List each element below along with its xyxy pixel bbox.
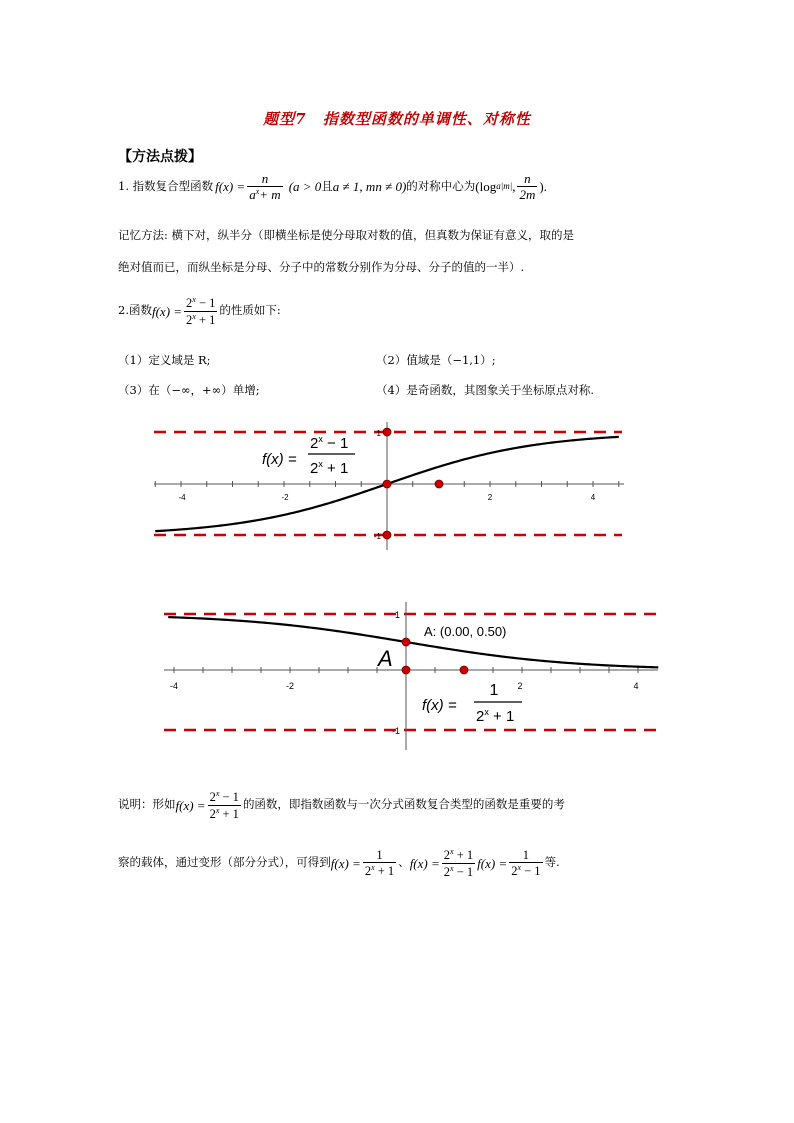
graph1-point-top [383,428,391,436]
p2-den-exp: x [192,311,196,321]
p1-fraction [247,172,282,202]
graph1-formula-lhs: f(x) = [262,451,297,468]
note2-f3-den-exp: x [517,863,521,872]
graph2-y-label-top: 1 [394,610,400,620]
p2-lead: 2.函数 [118,303,152,318]
graph2-tick-label-4: 4 [633,681,639,691]
p1-cond-a: (a > 0 [288,179,322,195]
graph2-big-label: A [378,646,393,671]
graph1-tick-label-4: 4 [590,493,596,502]
note-line-2 [118,848,560,878]
paragraph-1 [118,172,547,202]
note-lead: 说明：形如 [118,797,176,812]
graph2-tick-label-neg4: -4 [169,681,179,691]
p2-f-lhs: f(x) = [151,303,183,319]
graph-1 [150,418,630,554]
note-den-tail: + 1 [219,806,239,821]
p1-den-base: a [249,187,256,202]
property-1: （1）定义域是 R; [118,353,211,367]
note-num-exp: x [215,789,220,798]
note2-f3-fraction [509,849,542,878]
p1-center-num: n [517,172,537,187]
note2-f1-lhs: f(x) = [330,855,361,871]
method-heading: 【方法点拨】 [118,149,202,165]
note2-f2-fraction [442,848,475,878]
graph1-tick-label-2: 2 [487,493,493,502]
p1-den-tail: + m [259,187,281,202]
memory-line-1: 记忆方法: 横下对，纵半分（即横坐标是使分母取对数的值，但真数为保证有意义，取的是 [118,228,575,242]
p2-num-tail: − 1 [195,296,216,310]
p2-den-tail: + 1 [195,312,216,327]
p1-center-fraction [517,172,537,201]
note2-f1-fraction [363,849,396,878]
p1-cond-b: a ≠ 1, mn ≠ 0) [332,179,407,195]
note2-f2-num-tail: + 1 [453,848,474,862]
paragraph-2 [118,296,281,326]
graph1-point-bottom [383,531,391,539]
note-fraction [208,790,241,820]
graph1-y-label-bottom: -1 [373,532,381,541]
note2-f2-lhs: f(x) = [409,855,440,871]
p1-den-exp: x [255,187,260,196]
note2-f2-num: 2 [443,848,450,862]
property-3: （3）在（−∞，+∞）单增; [118,383,260,397]
p1-center-sub: a [496,181,501,192]
property-4: （4）是奇函数，其图象关于坐标原点对称. [376,383,594,397]
graph2-formula-lhs: f(x) = [422,697,457,714]
p2-den: 2 [186,312,193,327]
p1-cond-and: 且 [321,179,333,193]
p1-center-right: ). [539,179,547,195]
graph2-tick-label-neg2: -2 [285,681,295,691]
graph1-y-label-top: 1 [376,429,381,438]
graph1-formula-num: $2^x - 1$ [310,434,349,452]
graph2-formula-num: 1 [489,682,499,699]
note-num: 2 [209,790,216,804]
note2-f2-den-tail: − 1 [453,864,474,879]
graph2-point-origin [402,666,410,674]
note-num-tail: − 1 [219,790,239,804]
note2-f3-num: 1 [509,849,542,864]
graph2-formula-den: $2^x + 1$ [476,707,515,725]
graph2-tick-label-2: 2 [517,681,523,691]
note2-f1-den: 2 [364,864,372,878]
note2-f2-num-exp: x [450,847,454,856]
note2-end: 等. [544,855,560,870]
graph2-curve [168,617,658,667]
note2-sep: 、 [398,855,410,870]
note-den: 2 [209,806,216,821]
note2-f1-num: 1 [363,849,396,864]
page-title: 题型7 指数型函数的单调性、对称性 [263,110,531,128]
note2-f2-den-exp: x [450,863,454,873]
graph-2 [160,598,660,753]
note-f-lhs: f(x) = [175,797,206,813]
note2-f3-lhs: f(x) = [477,855,508,871]
graph1-tick-label-neg2: -2 [281,493,289,502]
graph2-point-x1 [460,666,468,674]
graph2-point-a [402,638,410,646]
p1-f-lhs: f(x) = [215,179,246,195]
p2-fraction [184,296,217,326]
p1-center-den: 2m [519,187,536,203]
p1-mid: 的对称中心为 [406,179,476,193]
graph1-tick-label-neg4: -4 [178,493,186,502]
p2-tail: 的性质如下: [219,303,281,318]
p1-numerator: n [247,172,282,187]
graph2-point-label: A: (0.00, 0.50) [424,624,507,639]
p1-center-comma: , [512,179,516,195]
graph1-point-x1 [435,480,443,488]
property-2: （2）值域是（−1,1）; [376,353,496,367]
p2-num-exp: x [192,295,196,304]
note2-f1-den-tail: + 1 [374,864,395,878]
note-den-exp: x [215,805,220,815]
note2-f3-den-tail: − 1 [521,864,541,878]
note2-f2-den: 2 [443,864,450,879]
graph1-formula-den: $2^x + 1$ [310,459,349,477]
memory-line-2: 绝对值而已，而纵坐标是分母、分子中的常数分别作为分母、分子的值的一半）. [118,260,525,274]
p1-center-left: (log [475,179,497,195]
note2-f1-den-exp: x [371,863,375,872]
note-tail: 的函数，即指数函数与一次分式函数复合类型的函数是重要的考 [242,797,565,812]
note2-lead: 察的载体，通过变形（部分分式），可得到 [118,855,331,870]
note2-f3-den: 2 [511,864,518,878]
p1-lead: 1. 指数复合型函数 [118,179,214,193]
graph1-point-origin [383,480,391,488]
note-line-1 [118,790,565,820]
graph2-y-label-bottom: -1 [391,726,400,736]
p2-num: 2 [186,296,193,310]
p1-center-abs: |m| [500,181,513,192]
